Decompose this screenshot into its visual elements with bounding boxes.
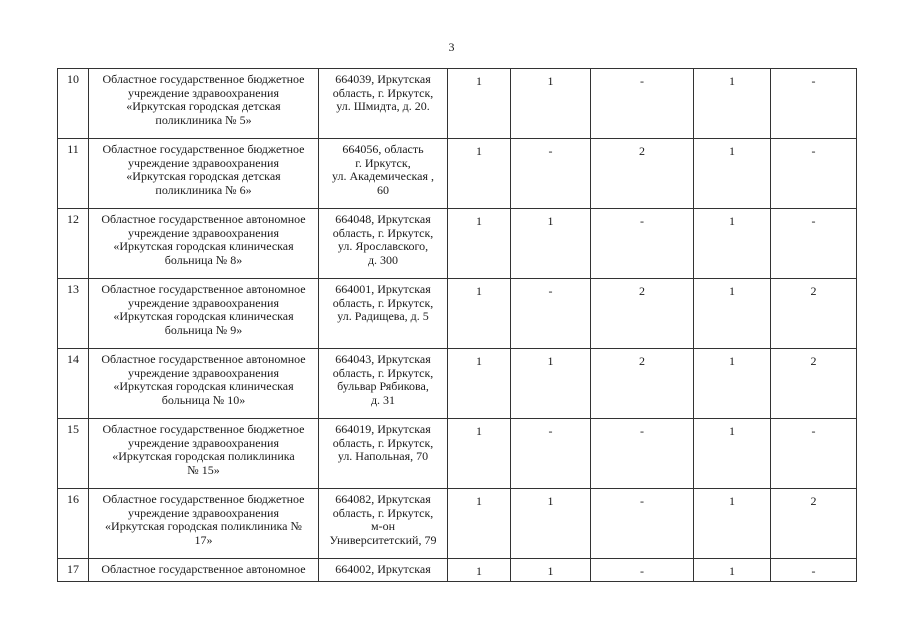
institution-name-line: № 15» — [187, 462, 220, 477]
institution-name-line: учреждение здравоохранения — [128, 435, 279, 450]
institution-name-line: Областное государственное бюджетное — [102, 142, 305, 156]
institution-name-line: учреждение здравоохранения — [128, 505, 279, 520]
table-row — [58, 69, 857, 139]
address-line: 664039, Иркутская — [335, 72, 431, 86]
institution-name-line: больница № 10» — [161, 392, 246, 407]
value-cell-c4: 1 — [694, 489, 771, 559]
institution-name-line: «Иркутская городская клиническая — [113, 309, 294, 323]
address-cell — [319, 139, 448, 209]
institution-name-line: больница № 9» — [164, 322, 243, 337]
value-cell-c1: 1 — [448, 279, 511, 349]
institution-name-line: «Иркутская городская детская — [126, 169, 281, 183]
address-line: 664056, область — [342, 142, 424, 156]
address-line: 664002, Иркутская — [335, 562, 431, 576]
address-cell — [319, 279, 448, 349]
value-cell-c3: 2 — [591, 139, 694, 209]
value-cell-c1: 1 — [448, 139, 511, 209]
value-cell-c4: 1 — [694, 209, 771, 279]
value-cell-c5: - — [771, 69, 857, 139]
institution-name-line: 17» — [194, 532, 213, 547]
address-cell — [319, 349, 448, 419]
value-cell-c4: 1 — [694, 559, 771, 582]
value-cell-c5: - — [771, 139, 857, 209]
institution-name-line: «Иркутская городская поликлиника № — [105, 519, 302, 533]
institution-name-cell — [89, 349, 319, 419]
value-cell-c3: - — [591, 69, 694, 139]
table-row — [58, 209, 857, 279]
table-row — [58, 559, 857, 582]
value-cell-c1: 1 — [448, 209, 511, 279]
table-body — [58, 69, 857, 582]
address-line: бульвар Рябикова, — [337, 379, 429, 393]
value-cell-c2: - — [511, 279, 591, 349]
institution-name-line: «Иркутская городская поликлиника — [112, 449, 295, 463]
address-line: 664082, Иркутская — [335, 492, 431, 506]
address-line: область, г. Иркутск, — [332, 365, 434, 380]
institution-name-line: Областное государственное автономное — [101, 562, 306, 576]
address-cell — [319, 419, 448, 489]
address-line: ул. Напольная, 70 — [337, 449, 429, 463]
value-cell-c5: 2 — [771, 349, 857, 419]
institution-name-line: Областное государственное бюджетное — [102, 72, 305, 86]
address-line: область, г. Иркутск, — [332, 295, 434, 310]
institution-name-line: «Иркутская городская клиническая — [113, 239, 294, 253]
value-cell-c2: 1 — [511, 489, 591, 559]
value-cell-c2: 1 — [511, 69, 591, 139]
address-line: ул. Радищева, д. 5 — [337, 309, 429, 323]
row-number-cell: 14 — [58, 349, 89, 419]
address-line: область, г. Иркутск, — [332, 225, 434, 240]
value-cell-c5: - — [771, 209, 857, 279]
institution-name-line: Областное государственное бюджетное — [102, 492, 305, 506]
address-cell — [319, 489, 448, 559]
value-cell-c1: 1 — [448, 69, 511, 139]
value-cell-c1: 1 — [448, 349, 511, 419]
address-line: 60 — [377, 182, 389, 197]
address-line: область, г. Иркутск, — [332, 505, 434, 520]
address-line: 664048, Иркутская — [335, 212, 431, 226]
institution-name-line: поликлиника № 5» — [155, 112, 252, 127]
table-row — [58, 419, 857, 489]
page-number: 3 — [448, 40, 455, 54]
institution-name-cell — [89, 419, 319, 489]
value-cell-c3: - — [591, 489, 694, 559]
address-line: область, г. Иркутск, — [332, 435, 434, 450]
address-line: 664001, Иркутская — [335, 282, 431, 296]
table-row — [58, 489, 857, 559]
institution-name-line: учреждение здравоохранения — [128, 295, 279, 310]
value-cell-c4: 1 — [694, 139, 771, 209]
table-row — [58, 279, 857, 349]
value-cell-c3: 2 — [591, 349, 694, 419]
address-line: 664019, Иркутская — [335, 422, 431, 436]
institution-name-cell — [89, 139, 319, 209]
institution-name-line: Областное государственное автономное — [101, 352, 306, 366]
value-cell-c5: - — [771, 559, 857, 582]
value-cell-c5: 2 — [771, 489, 857, 559]
institution-name-line: поликлиника № 6» — [155, 182, 252, 197]
value-cell-c2: 1 — [511, 559, 591, 582]
address-cell — [319, 69, 448, 139]
institution-name-line: Областное государственное автономное — [101, 282, 306, 296]
value-cell-c4: 1 — [694, 349, 771, 419]
row-number-cell: 17 — [58, 559, 89, 582]
row-number-cell: 12 — [58, 209, 89, 279]
address-line: м-он — [370, 519, 395, 533]
institution-name-cell — [89, 489, 319, 559]
value-cell-c5: 2 — [771, 279, 857, 349]
address-line: ул. Шмидта, д. 20. — [336, 99, 430, 113]
address-line: д. 300 — [367, 252, 399, 267]
address-cell — [319, 559, 448, 582]
row-number-cell: 15 — [58, 419, 89, 489]
institution-name-line: учреждение здравоохранения — [128, 225, 279, 240]
institution-name-line: Областное государственное автономное — [101, 212, 306, 226]
value-cell-c4: 1 — [694, 69, 771, 139]
value-cell-c2: - — [511, 139, 591, 209]
value-cell-c1: 1 — [448, 559, 511, 582]
institution-name-cell — [89, 279, 319, 349]
value-cell-c2: - — [511, 419, 591, 489]
row-number-cell: 11 — [58, 139, 89, 209]
institution-name-cell — [89, 559, 319, 582]
row-number-cell: 16 — [58, 489, 89, 559]
institution-name-line: больница № 8» — [164, 252, 243, 267]
address-line: д. 31 — [370, 392, 396, 407]
value-cell-c4: 1 — [694, 279, 771, 349]
value-cell-c2: 1 — [511, 349, 591, 419]
address-line: ул. Академическая , — [331, 169, 435, 183]
institution-name-line: учреждение здравоохранения — [128, 85, 279, 100]
address-cell — [319, 209, 448, 279]
table-row — [58, 349, 857, 419]
value-cell-c1: 1 — [448, 489, 511, 559]
address-line: 664043, Иркутская — [335, 352, 431, 366]
value-cell-c1: 1 — [448, 419, 511, 489]
value-cell-c2: 1 — [511, 209, 591, 279]
institution-name-cell — [89, 209, 319, 279]
institution-name-line: «Иркутская городская детская — [126, 99, 281, 113]
value-cell-c3: - — [591, 209, 694, 279]
institution-name-line: учреждение здравоохранения — [128, 155, 279, 170]
institutions-table — [57, 68, 857, 582]
address-line: область, г. Иркутск, — [332, 85, 434, 100]
value-cell-c3: 2 — [591, 279, 694, 349]
value-cell-c4: 1 — [694, 419, 771, 489]
institution-name-line: Областное государственное бюджетное — [102, 422, 305, 436]
value-cell-c3: - — [591, 559, 694, 582]
table-row — [58, 139, 857, 209]
value-cell-c5: - — [771, 419, 857, 489]
row-number-cell: 10 — [58, 69, 89, 139]
address-line: ул. Ярославского, — [337, 239, 429, 253]
institution-name-cell — [89, 69, 319, 139]
value-cell-c3: - — [591, 419, 694, 489]
row-number-cell: 13 — [58, 279, 89, 349]
institution-name-line: учреждение здравоохранения — [128, 365, 279, 380]
address-line: Университетский, 79 — [329, 532, 437, 547]
institution-name-line: «Иркутская городская клиническая — [113, 379, 294, 393]
address-line: г. Иркутск, — [355, 155, 411, 170]
